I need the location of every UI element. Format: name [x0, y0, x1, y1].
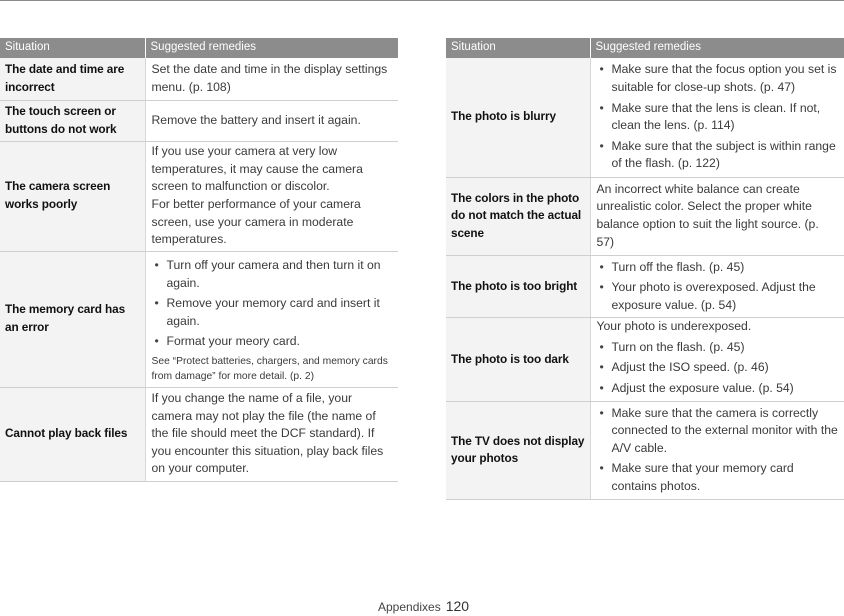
table-row [0, 100, 398, 141]
remedy-text: For better performance of your camera screen, use your camera in moderate temperatures. [151, 197, 361, 247]
bullet-item: • Make sure that your memory card contains photos. [597, 460, 840, 495]
table-row [0, 58, 398, 100]
table-row [0, 251, 398, 387]
table-row [446, 58, 844, 177]
situation-cell: The TV does not display your photos [446, 401, 590, 499]
header-situation: Situation [0, 38, 145, 58]
situation-cell: The memory card has an error [0, 251, 145, 387]
table-header-row [0, 38, 398, 58]
remedy-cell [590, 58, 844, 177]
situation-cell: Cannot play back files [0, 387, 145, 481]
remedy-text: Set the date and time in the display settings menu. (p. 108) [151, 62, 388, 94]
remedy-cell [145, 387, 398, 481]
page-number: 120 [445, 598, 470, 614]
remedy-cell [590, 318, 844, 401]
remedy-cell [590, 401, 844, 499]
remedy-cell [145, 141, 398, 251]
situation-cell: The photo is too dark [446, 318, 590, 401]
remedy-content [597, 318, 840, 397]
top-divider [0, 0, 844, 1]
bullet-item: • Format your meory card. [152, 333, 394, 351]
troubleshooting-table-right [446, 38, 844, 500]
remedy-content [597, 181, 840, 251]
header-remedies: Suggested remedies [590, 38, 844, 58]
remedy-content [597, 405, 840, 496]
remedy-content [152, 390, 394, 478]
situation-cell: The colors in the photo do not match the actual scene [446, 177, 590, 255]
bullet-list [597, 405, 840, 496]
bullet-item: • Make sure that the camera is correctly connected to the external monitor with the A/V cable. [597, 405, 840, 458]
table-row [446, 318, 844, 401]
table-header-row [446, 38, 844, 58]
remedy-cell [590, 255, 844, 318]
remedy-cell [145, 58, 398, 100]
remedy-content [152, 112, 394, 130]
remedy-text: If you change the name of a file, your camera may not play the file (the name of the file should meet the DCF standard). If you encounter this situation, play back files on your computer. [151, 391, 384, 476]
table-row [446, 177, 844, 255]
bullet-item: • Remove your memory card and insert it again. [152, 295, 394, 330]
situation-cell: The camera screen works poorly [0, 141, 145, 251]
bullet-item: • Turn off your camera and then turn it on again. [152, 257, 394, 292]
bullet-list [152, 257, 394, 351]
footer-section: Appendixes [378, 600, 441, 614]
bullet-item: • Make sure that the lens is clean. If not, clean the lens. (p. 114) [597, 100, 840, 135]
bullet-item: • Make sure that the focus option you set is suitable for close-up shots. (p. 47) [597, 61, 840, 96]
remedy-content [152, 143, 394, 249]
remedy-content [597, 61, 840, 173]
remedy-text: Your photo is underexposed. [596, 319, 752, 334]
situation-cell: The touch screen or buttons do not work [0, 100, 145, 141]
header-remedies: Suggested remedies [145, 38, 398, 58]
remedy-cell [145, 251, 398, 387]
header-situation: Situation [446, 38, 590, 58]
remedy-text: If you use your camera at very low temperatures, it may cause the camera screen to malfunction or discolor. [151, 144, 363, 194]
remedy-content [597, 259, 840, 315]
bullet-list [597, 61, 840, 173]
remedy-text: An incorrect white balance can create unrealistic color. Select the proper white balance option to suit the light source. (p. 57) [596, 181, 819, 249]
bullet-item: • Turn off the flash. (p. 45) [597, 259, 840, 277]
bullet-item: • Adjust the ISO speed. (p. 46) [597, 359, 840, 377]
bullet-list [597, 339, 840, 398]
remedy-text: Remove the battery and insert it again. [151, 112, 361, 127]
situation-cell: The photo is blurry [446, 58, 590, 177]
table-row [0, 387, 398, 481]
remedy-content [152, 257, 394, 384]
remedy-cell [145, 100, 398, 141]
troubleshooting-table-left [0, 38, 398, 482]
bullet-item: • Make sure that the subject is within range of the flash. (p. 122) [597, 138, 840, 173]
remedy-content [152, 61, 394, 96]
situation-cell: The photo is too bright [446, 255, 590, 318]
bullet-item: • Your photo is overexposed. Adjust the exposure value. (p. 54) [597, 279, 840, 314]
situation-cell: The date and time are incorrect [0, 58, 145, 100]
remedy-note: See “Protect batteries, chargers, and memory cards from damage” for more detail. (p. 2) [151, 355, 388, 382]
bullet-list [597, 259, 840, 315]
table-row [446, 401, 844, 499]
bullet-item: • Turn on the flash. (p. 45) [597, 339, 840, 357]
remedy-cell [590, 177, 844, 255]
table-row [0, 141, 398, 251]
page-footer [378, 598, 469, 614]
table-row [446, 255, 844, 318]
bullet-item: • Adjust the exposure value. (p. 54) [597, 380, 840, 398]
